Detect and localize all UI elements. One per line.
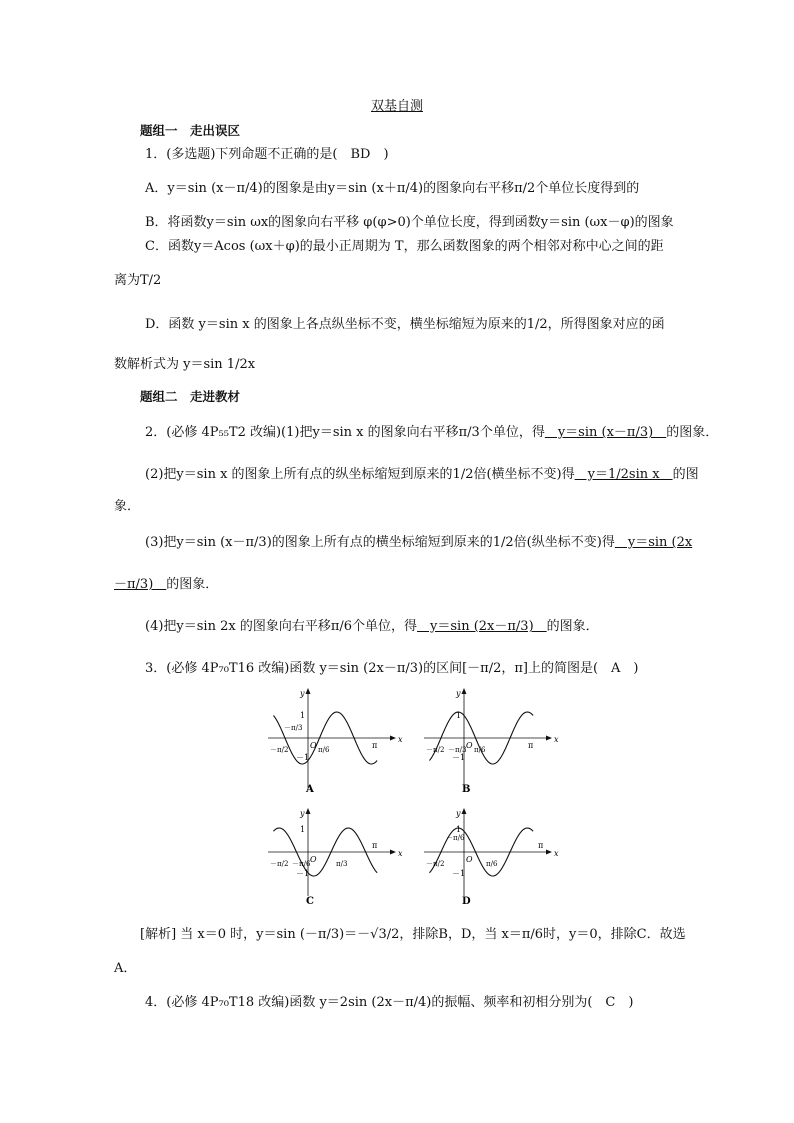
x-arrow — [390, 850, 396, 855]
q2-part2 — [145, 466, 699, 484]
graph-c-caption: C — [306, 896, 314, 907]
q2-part2-answer: y＝1/2sin x — [574, 467, 673, 482]
q3-stem: 3．(必修 4P₇₀T16 改编)函数 y＝sin (2x－π/3)的区间[－π/2，π]上的简图是( A ) — [145, 661, 639, 676]
analysis-label: [解析] — [140, 927, 177, 942]
y-arrow — [306, 688, 311, 694]
origin-label: O — [310, 741, 317, 750]
q2-part1 — [145, 424, 718, 442]
page-title: 双基自测 — [370, 99, 423, 114]
x-label: x — [398, 735, 403, 744]
q2-part1-tail: 的图象． — [666, 425, 719, 440]
q1-option-d-cont: 数解析式为 y＝sin 1/2x — [114, 357, 256, 372]
q1-option-b: B．将函数y＝sin ωx的图象向右平移 φ(φ>0)个单位长度，得到函数y＝sin (ωx－φ)的图象 — [145, 215, 674, 230]
q2-part2-text: (2)把y＝sin x 的图象上所有点的纵坐标缩短到原来的1/2倍(横坐标不变)得 — [145, 467, 575, 482]
q1-option-d: D．函数 y＝sin x 的图象上各点纵坐标不变，横坐标缩短为原来的1/2，所得图象对应的函 — [145, 317, 665, 332]
origin-label: O — [310, 855, 317, 864]
tick-pi-6: π/6 — [474, 746, 486, 754]
tick-one: 1 — [300, 711, 306, 720]
tick-pi: π — [372, 841, 378, 850]
x-arrow — [546, 850, 552, 855]
q4-stem: 4．(必修 4P₇₀T18 改编)函数 y＝2sin (2x－π/4)的振幅、频率和初相分别为( C ) — [145, 995, 634, 1010]
graph-b — [418, 688, 558, 804]
graph-d-caption: D — [462, 896, 471, 907]
q2-part1-text: 2．(必修 4P₅₅T2 改编)(1)把y＝sin x 的图象向右平移π/3个单位，得 — [145, 425, 545, 440]
q2-part2-cont: 象． — [114, 499, 141, 514]
tick-neg-pi-2: －π/2 — [270, 746, 289, 754]
group1-heading: 题组一 走出误区 — [140, 123, 241, 138]
tick-pi: π — [528, 741, 534, 750]
y-arrow — [462, 808, 467, 814]
x-label: x — [554, 849, 559, 858]
tick-pi-3: π/3 — [336, 860, 348, 868]
q1-option-c-cont: 离为T/2 — [114, 273, 162, 288]
origin-label: O — [466, 741, 473, 750]
tick-pi: π — [372, 741, 378, 750]
x-arrow — [546, 736, 552, 741]
y-label: y — [456, 689, 461, 698]
x-label: x — [554, 735, 559, 744]
graph-c-svg — [262, 808, 402, 908]
q2-part3-tail: 的图象． — [166, 577, 219, 592]
tick-neg-one: －1 — [452, 753, 466, 762]
tick-neg-one: －1 — [296, 753, 310, 762]
tick-neg-one: －1 — [296, 869, 310, 878]
y-arrow — [306, 808, 311, 814]
tick-neg-pi-2: －π/2 — [426, 746, 445, 754]
graph-b-caption: B — [462, 784, 471, 795]
graph-d — [418, 808, 558, 912]
q2-part3 — [145, 534, 692, 552]
graph-b-svg — [418, 688, 558, 800]
q2-part3-answer-cont: －π/3) — [114, 577, 167, 592]
tick-one: 1 — [300, 825, 306, 834]
tick-neg-one: －1 — [452, 869, 466, 878]
y-arrow — [462, 688, 467, 694]
q2-part3-cont — [114, 576, 218, 594]
q2-part2-tail: 的图 — [672, 467, 699, 482]
tick-neg-pi-2: －π/2 — [270, 860, 289, 868]
group2-heading: 题组二 走进教材 — [140, 389, 241, 404]
q1-option-c: C．函数y＝Acos (ωx＋φ)的最小正周期为 T，那么函数图象的两个相邻对称中心之间的距 — [145, 239, 664, 254]
q3-analysis — [140, 926, 686, 944]
y-label: y — [300, 689, 305, 698]
q2-part4 — [145, 618, 599, 636]
y-label: y — [300, 809, 305, 818]
tick-neg-pi-3: －π/3 — [284, 724, 303, 732]
q2-part3-text: (3)把y＝sin (x－π/3)的图象上所有点的横坐标缩短到原来的1/2倍(纵坐标不变)得 — [145, 535, 615, 550]
tick-neg-pi-3: －π/3 — [448, 746, 467, 754]
q3-analysis-cont: A． — [114, 961, 137, 976]
tick-neg-pi-6: －π/6 — [446, 834, 465, 842]
q2-part1-answer: y＝sin (x－π/3) — [544, 425, 667, 440]
graph-d-svg — [418, 808, 558, 908]
q2-part4-answer: y＝sin (2x－π/3) — [417, 619, 547, 634]
graph-a-caption: A — [306, 784, 314, 795]
q2-part4-text: (4)把y＝sin 2x 的图象向右平移π/6个单位，得 — [145, 619, 418, 634]
q1-option-a: A．y＝sin (x－π/4)的图象是由y＝sin (x＋π/4)的图象向右平移π/2个单位长度得到的 — [145, 181, 640, 196]
tick-neg-pi-2: －π/2 — [426, 860, 445, 868]
q1-stem: 1．(多选题)下列命题不正确的是( BD ) — [145, 147, 389, 162]
y-label: y — [456, 809, 461, 818]
tick-one: 1 — [456, 711, 462, 720]
analysis-text: 当 x＝0 时，y＝sin (－π/3)＝－√3/2，排除B，D，当 x＝π/6时，y＝0，排除C．故选 — [180, 927, 686, 942]
tick-neg-pi-6: －π/6 — [292, 860, 311, 868]
tick-pi: π — [538, 841, 544, 850]
tick-one: 1 — [456, 825, 462, 834]
origin-label: O — [466, 855, 473, 864]
tick-pi-6: π/6 — [318, 746, 330, 754]
x-label: x — [398, 849, 403, 858]
graph-c — [262, 808, 402, 912]
q2-part4-tail: 的图象． — [546, 619, 599, 634]
graph-a — [262, 688, 402, 804]
q2-part3-answer: y＝sin (2x — [614, 535, 693, 550]
graph-a-svg — [262, 688, 402, 800]
x-arrow — [390, 736, 396, 741]
tick-pi-6: π/6 — [486, 860, 498, 868]
